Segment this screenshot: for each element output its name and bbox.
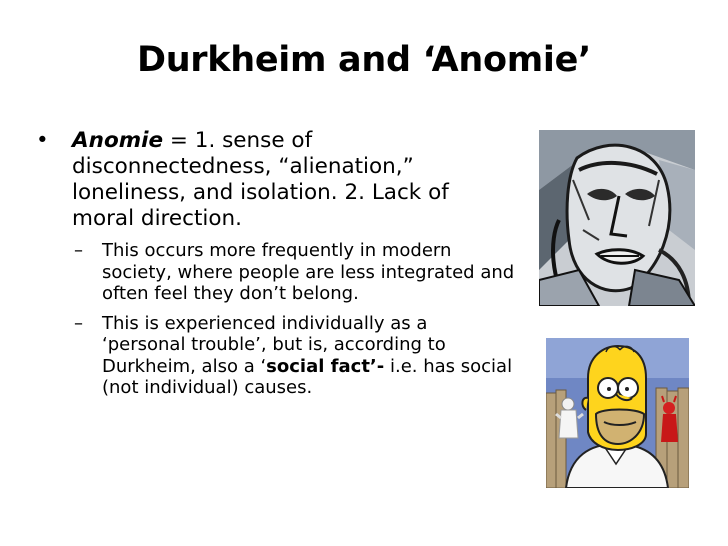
sub-bullet-2 [36, 313, 516, 399]
slide-body [36, 128, 516, 399]
anomie-term: Anomie [72, 128, 164, 153]
anomie-definition: = 1. sense of disconnectedness, “alienation,” loneliness, and isolation. 2. Lack of moral direction. [72, 128, 449, 231]
slide-title: Durkheim and ‘Anomie’ [136, 40, 592, 80]
sub-bullet-text: This is experienced individually as a ‘personal trouble’, but is, according to Durkheim, also a ‘ [102, 312, 446, 377]
main-bullet [36, 128, 516, 232]
homer-simpson-cartoon [546, 338, 689, 488]
dash-marker: – [74, 312, 83, 334]
dash-marker: – [74, 240, 83, 261]
abstract-face-painting [539, 130, 695, 306]
social-fact-term: social fact’- [266, 355, 385, 377]
sub-bullet-text: This occurs more frequently in modern society, where people are less integrated and often feel they don’t belong. [102, 240, 515, 304]
bullet-marker: • [36, 128, 49, 153]
sub-bullet-text-end: i.e. has social (not individual) causes. [102, 355, 513, 398]
sub-bullet-1 [36, 240, 516, 305]
